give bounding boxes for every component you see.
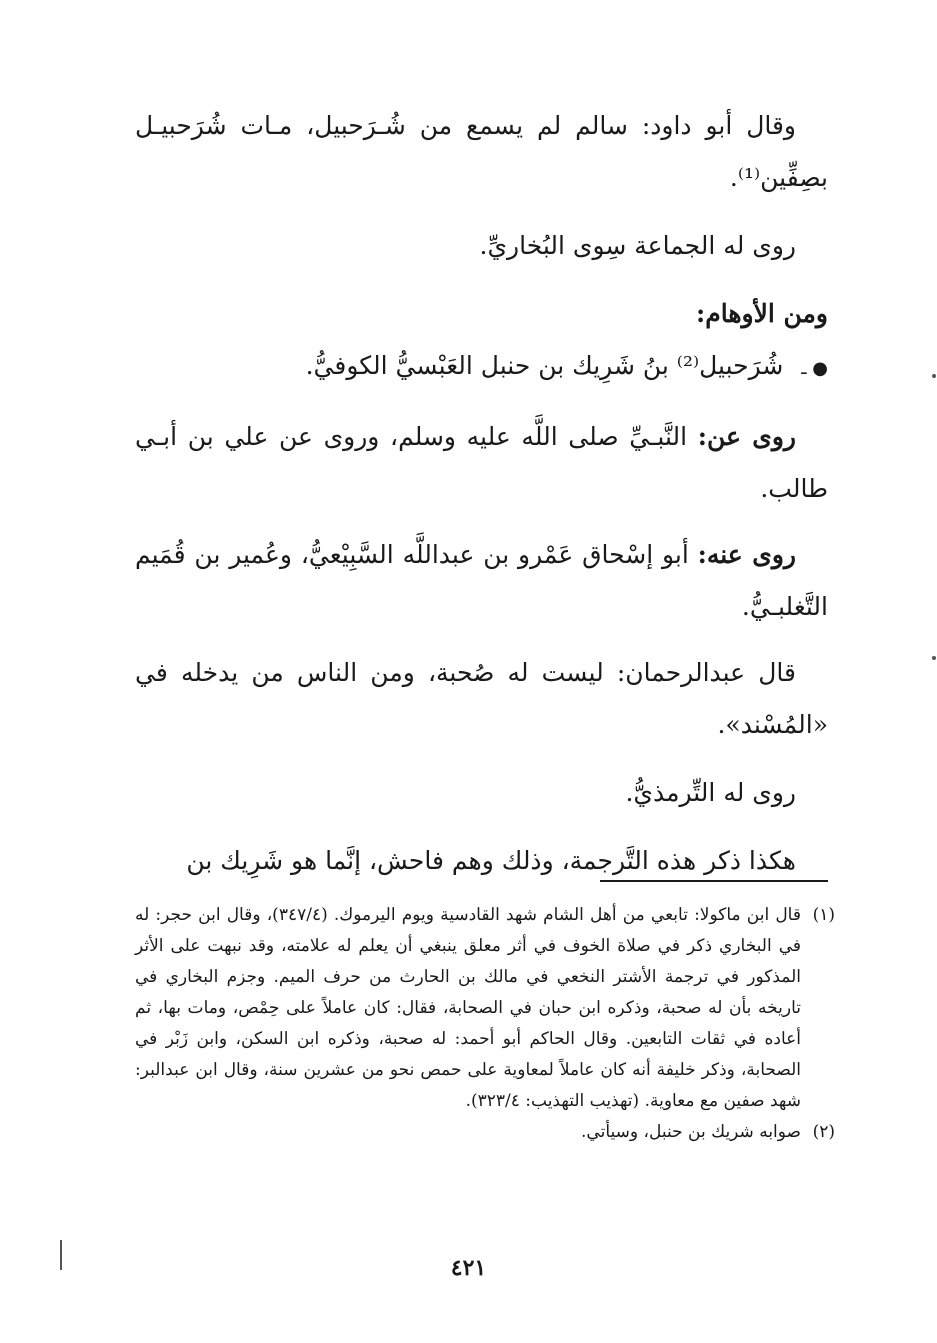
page-number: ٤٢١ bbox=[450, 1255, 487, 1281]
narrated-by-text: أبو إسْحاق عَمْرو بن عبداللَّه السَّبِيْعيُّ، وعُمير بن قُمَيم bbox=[135, 540, 698, 569]
margin-mark bbox=[932, 374, 936, 378]
label-narrated-from: روى عن: bbox=[697, 422, 796, 451]
margin-mark bbox=[932, 656, 936, 660]
paragraph-abu-dawud: وقال أبو داود: سالم لم يسمع من شُـرَحبيل، مـات شُرَحبيـل بصِفِّين⁽¹⁾. bbox=[135, 111, 828, 192]
paragraph-abdulrahman: قال عبدالرحمان: ليست له صُحبة، ومن الناس من يدخله في «المُسْند». bbox=[135, 658, 828, 739]
bullet-icon: ● ـ bbox=[801, 358, 828, 379]
narrated-by-continuation: التَّغلبـيُّ. bbox=[741, 592, 828, 621]
section-heading-errors: ومن الأوهام: bbox=[696, 299, 828, 328]
scan-edge-mark bbox=[60, 1240, 62, 1270]
narrated-from-continuation: أبـي طالب. bbox=[135, 422, 828, 503]
paragraph-conclusion: هكذا ذكر هذه التَّرجمة، وذلك وهم فاحش، إنَّما هو شَرِيك بن bbox=[186, 846, 796, 875]
footnote-number: (١) bbox=[812, 905, 835, 925]
paragraph-narrated-by bbox=[135, 529, 828, 633]
footnote-number: (٢) bbox=[812, 1122, 835, 1142]
main-text bbox=[135, 100, 828, 903]
paragraph-narrated-from bbox=[135, 411, 828, 515]
entry-title bbox=[135, 340, 828, 395]
footnote-2 bbox=[135, 1117, 835, 1148]
footnotes bbox=[135, 900, 835, 1148]
footnote-text: قال ابن ماكولا: تابعي من أهل الشام شهد القادسية ويوم اليرموك. (٣٤٧/٤)، وقال ابن حجر: له في البخاري ذكر في صلاة الخوف في أثر معلق ينبغي أن يعلم له علامته، وقد نبهت على الأثر المذكور في ترجمة الأشتر النخعي في مالك بن الحارث من حرف الميم. وجزم البخاري في تاريخه بأن له صحبة، وذكره ابن حبان في الصحابة، فقال: كان عاملاً على حِمْص، ومات بها، ثم أعاده في ثقات التابعين. وقال الحاكم أبو أحمد: له صحبة، وذكره ابن السكن، وابن زَبْر في الصحابة، وذكر خليفة أنه كان عاملاً لمعاوية على حمص نحو من عشرين سنة، وقال ابن عبدالبر: شهد صفين مع معاوية. (تهذيب التهذيب: ٣٢٣/٤). bbox=[135, 905, 801, 1111]
footnote-1 bbox=[135, 900, 835, 1117]
paragraph-narrated-by-group: روى له الجماعة سِوى البُخاريِّ. bbox=[479, 231, 796, 260]
footnote-text: صوابه شريك بن حنبل، وسيأتي. bbox=[581, 1122, 801, 1142]
entry-name: شُرَحبيل⁽²⁾ بنُ شَرِيك بن حنبل العَبْسيُّ الكوفيُّ. bbox=[305, 351, 784, 380]
label-narrated-by: روى عنه: bbox=[697, 540, 796, 569]
narrated-from-text: النَّبـيِّ صلى اللَّه عليه وسلم، وروى عن علي بن bbox=[177, 422, 698, 451]
footnote-separator bbox=[600, 880, 828, 882]
paragraph-tirmidhi: روى له التِّرمذيُّ. bbox=[625, 778, 796, 807]
